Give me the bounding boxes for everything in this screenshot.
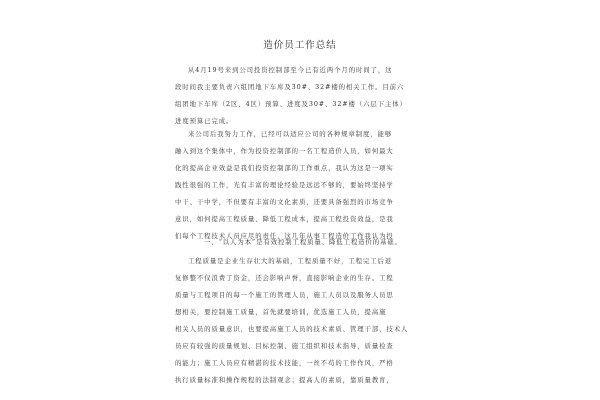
text-line: 复修整不仅浪费了资金，还会影响声誉，直接影响企业的生存。工程 <box>175 274 394 282</box>
text-line: 化的提高企业效益是我们投资控制部的工作重点，我认为这是一项实 <box>175 164 394 172</box>
text-line: 执行质量标准和操作规程的法制观念；提高人的素质，靠质量教育， <box>175 376 394 384</box>
text-line: 组团地下车库（2区、4区）预算、进度及30#、32#楼（六层下主体） <box>175 100 407 108</box>
paragraph-quality <box>175 253 435 389</box>
section-heading: 一、“以人为本”是有效控制工程质量、降低工程造价的基础。 <box>204 238 402 246</box>
document-title: 造价员工作总结 <box>263 40 337 51</box>
paragraph-intro <box>175 62 435 130</box>
text-line: 进度预算已完成。 <box>175 117 234 125</box>
text-line: 的能力；施工人员应有精湛的技术技能，一丝不苟的工作作风，严格 <box>175 359 394 367</box>
text-line: 来公司后我努力工作，已经可以适应公司的各种规章制度，能够 <box>188 130 393 138</box>
text-line: 意识，如何提高工程质量、降低工程成本，提高工程投资效益，是我 <box>175 215 394 223</box>
text-line: 们每个工程技术人员应尽的责任，这几年从事工程造价工作我认为投 <box>175 232 394 240</box>
text-line: 工程质量是企业生存壮大的基础，工程质量不好，工程完工后返 <box>188 257 393 265</box>
text-line: 融入到这个集体中，作为投资控制部的一名工程造价人员，如何最大 <box>175 147 394 155</box>
section-heading-one <box>175 234 435 251</box>
text-line: 质量与工程项目的每一个施工的管理人员，施工人员以及服务人员思 <box>175 291 394 299</box>
text-line: 员应有较强的质量规划、目标控制、施工组织和技术指导，质量检查 <box>175 342 394 350</box>
text-line: 践性很强的工作，光有丰富的理论经验是远远不够的，要始终坚持学 <box>175 181 394 189</box>
text-line: 想相关，要控制施工质量，首先就要培训，优选施工人员，提高施 <box>175 308 387 316</box>
text-line: 从4月19号来到公司投资控制部至今已有近两个月的时间了，这 <box>188 66 393 74</box>
text-line: 中干、干中学，不但要有丰富的文化素质，还要具备强烈的市场竞争 <box>175 198 394 206</box>
text-line: 相关人员的质量意识，也要提高施工人员的技术素质、管理干部，技术人 <box>175 325 409 333</box>
text-line: 段时间我主要负责六组团地下车库及30#、32#楼的相关工作。目前六 <box>175 83 405 91</box>
paragraph-work-attitude <box>175 126 435 245</box>
